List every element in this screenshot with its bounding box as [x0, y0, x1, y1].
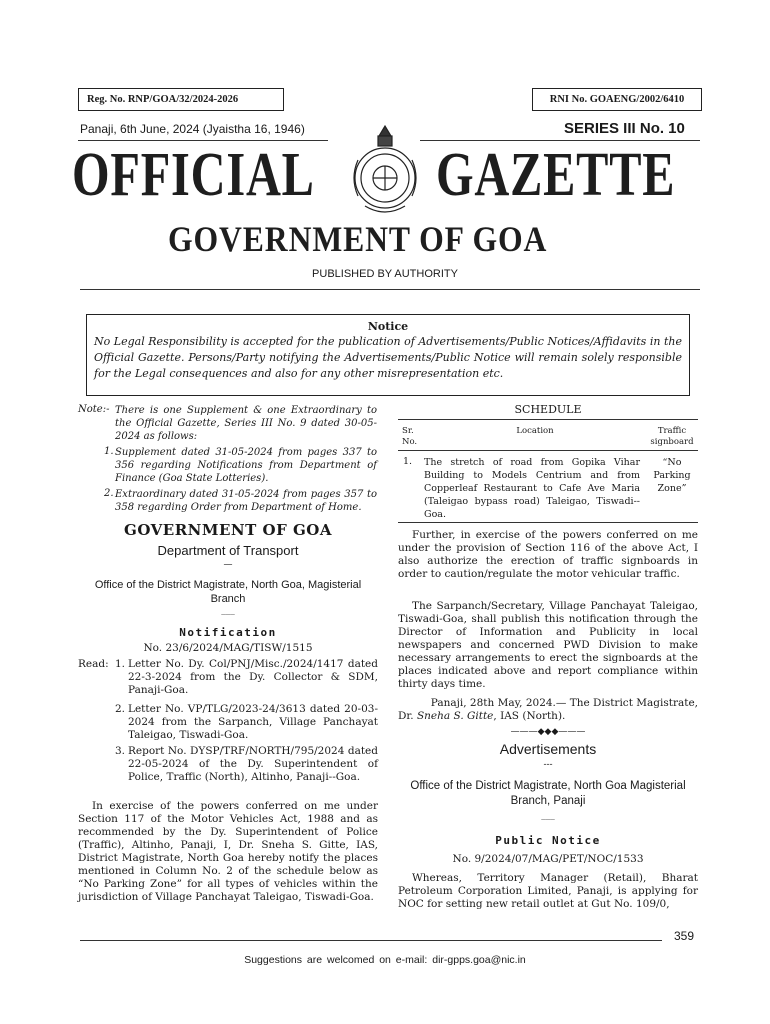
schedule-header-location: Location — [516, 426, 554, 436]
rni-number: RNI No. GOAENG/2002/6410 — [532, 88, 702, 111]
note-item-number: 1. — [104, 446, 114, 457]
masthead-gazette: GAZETTE — [436, 141, 676, 209]
series-number: SERIES III No. 10 — [564, 120, 685, 137]
issuing-office: Office of the District Magistrate, North Goa, Magisterial Branch — [94, 579, 362, 605]
read-label: Read: — [78, 658, 109, 670]
issue-date: Panaji, 6th June, 2024 (Jyaistha 16, 1946) — [80, 122, 305, 136]
notification-body: In exercise of the powers conferred on me under Section 117 of the Motor Vehicles Act, 1988 and as recommended by the Dy. Superintendent of Police (Traffic), Altinho, Panaji, I, Dr. Sneha S. Gitte, IAS, District Magistrate, North Goa hereby notify the places mentioned in Column No. 2 of the schedule below as “No Parking Zone” for all types of vehicles within the jurisdiction of Village Panchayat Taleigao, Tiswadi-Goa. — [78, 800, 378, 903]
separator: ___ — [541, 810, 555, 820]
reference-number: 2. — [115, 703, 126, 715]
notice-heading: Notice — [367, 320, 409, 333]
advertisement-office: Office of the District Magistrate, North Goa Magisterial Branch, Panaji — [410, 780, 686, 807]
note-intro: There is one Supplement & one Extraordinary to the Official Gazette, Series III No. 9 dated 30-05-2024 as follows: — [115, 405, 377, 442]
reference-number: 1. — [115, 658, 126, 670]
schedule-header-signboard: Traffic signboard — [650, 426, 694, 447]
published-by-authority: PUBLISHED BY AUTHORITY — [312, 268, 458, 280]
public-notice-heading: Public Notice — [495, 834, 601, 847]
footer-suggestion: Suggestions are welcomed on e-mail: dir-gpps.goa@nic.in — [244, 954, 526, 966]
separator: — — [223, 560, 233, 570]
reference-item: Report No. DYSP/TRF/NORTH/795/2024 dated 22-05-2024 of the Dy. Superintendent of Police, Traffic (North), Altinho, Panaji--Goa. — [128, 745, 378, 783]
notification-heading: Notification — [179, 626, 277, 639]
divider-ornament: ———◆◆◆——— — [510, 727, 586, 737]
masthead-official: OFFICIAL — [72, 141, 315, 209]
reference-item: Letter No. VP/TLG/2023-24/3613 dated 20-03-2024 from the Sarpanch, Village Panchayat Taleigao, Tiswadi-Goa. — [128, 703, 378, 741]
public-notice-number: No. 9/2024/07/MAG/PET/NOC/1533 — [452, 853, 644, 865]
public-notice-body: Whereas, Territory Manager (Retail), Bharat Petroleum Corporation Limited, Panaji, is applying for NOC for setting new retail outlet at Gut No. 109/0, — [398, 872, 698, 910]
masthead-government-of-goa: GOVERNMENT OF GOA — [168, 219, 548, 259]
separator: ___ — [221, 605, 235, 615]
registration-number: Reg. No. RNP/GOA/32/2024-2026 — [78, 88, 284, 111]
separator: --- — [543, 760, 553, 770]
department-title: Department of Transport — [157, 543, 299, 558]
notice-text: No Legal Responsibility is accepted for the publication of Advertisements/Public Notices/Affidavits in the Official Gazette. Persons/Party notifying the Advertisements/Public Notice will remain solely responsible for the Legal consequences and also for any other misrepresentation etc. — [94, 335, 682, 380]
signature-line: Panaji, 28th May, 2024.— The District Magistrate, — [430, 697, 698, 709]
note-item: Extraordinary dated 31-05-2024 from pages 357 to 358 regarding Order from Department of Home. — [115, 489, 377, 513]
notification-number: No. 23/6/2024/MAG/TISW/1515 — [143, 642, 313, 654]
note-label: Note:- — [78, 404, 110, 415]
schedule-row-location: The stretch of road from Gopika Vihar Building to Models Centrium and from Copperleaf Restaurant to Cafe Ave Maria (Taleigao bypass road) Taleigao, Tiswadi--Goa. — [424, 457, 640, 520]
schedule-row-signboard: “No Parking Zone” — [653, 457, 691, 494]
section-government-of-goa: GOVERNMENT OF GOA — [124, 521, 332, 539]
reference-item: Letter No. Dy. Col/PNJ/Misc./2024/1417 dated 22-3-2024 from the Dy. Collector & SDM, Panaji-Goa. — [128, 658, 378, 696]
state-emblem-icon — [340, 118, 430, 228]
advertisements-heading: Advertisements — [499, 741, 597, 757]
paragraph-publication: The Sarpanch/Secretary, Village Panchayat Taleigao, Tiswadi-Goa, shall publish this notification through the Director of Information and Publicity in local newspapers and concerned PWD Division to make necessary arrangements to erect the signboards at the places indicated above and report compliance within thirty days time. — [398, 600, 698, 690]
note-item-number: 2. — [104, 488, 114, 499]
reference-number: 3. — [115, 745, 126, 757]
note-item: Supplement dated 31-05-2024 from pages 337 to 356 regarding Notifications from Department of Finance (Goa State Lotteries). — [115, 447, 377, 484]
schedule-header-sr-no: Sr. No. — [402, 426, 418, 447]
schedule-title: SCHEDULE — [514, 403, 582, 416]
signatory: Dr. Sneha S. Gitte, IAS (North). — [398, 710, 566, 722]
schedule-row-sr: 1. — [403, 456, 413, 467]
paragraph-section-116: Further, in exercise of the powers conferred on me under the provision of Section 116 of the above Act, I also authorize the erection of traffic signboards in order to caution/regulate the motor vehicular traffic. — [398, 529, 698, 580]
page-number: 359 — [674, 929, 695, 943]
